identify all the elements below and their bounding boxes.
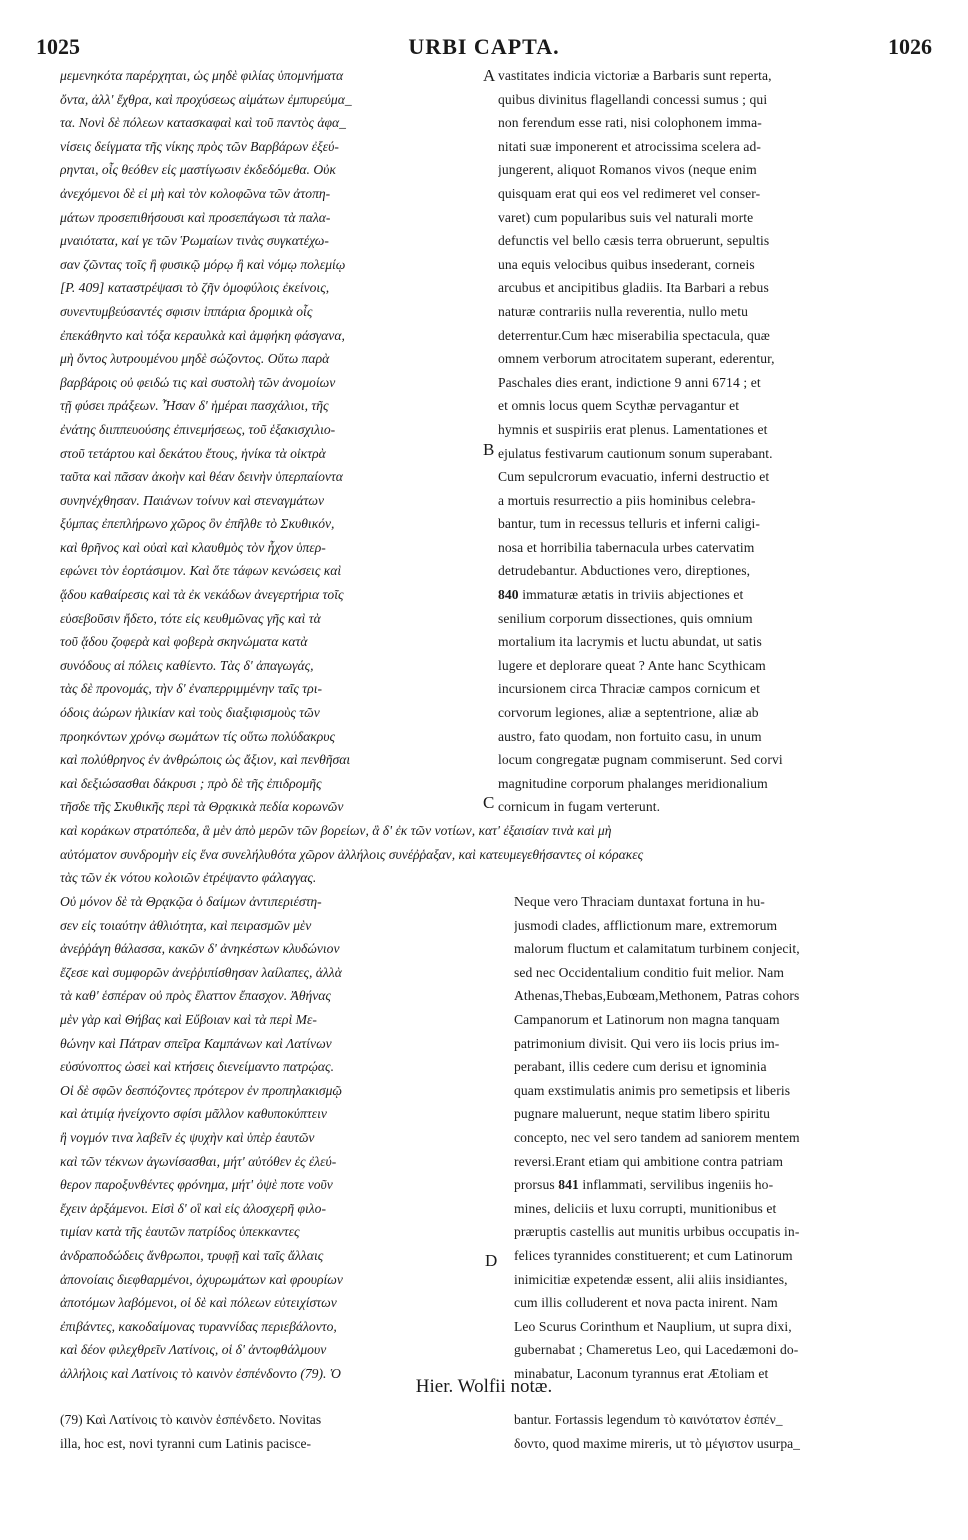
- greek-text-line: τα. Νονὶ δὲ πόλεων κατασκαφαὶ καὶ τοῦ παντὸς ἀφα_: [60, 115, 346, 131]
- latin-text-line: varet) cum popularibus suis vel naturali morte: [498, 209, 754, 225]
- greek-text-line: στοῦ τετάρτου καὶ δεκάτου ἔτους, ἡνίκα τὰ οἰκτρὰ: [60, 445, 326, 461]
- greek-text-line: μὴ ὄντος λυτρουμένου μηδὲ σώζοντος. Οὕτω παρὰ: [60, 351, 330, 367]
- greek-text-line: εὐσεβοῦσιν ἤδετο, τότε εἰς κευθμῶνας γῆς καὶ τὰ: [60, 610, 321, 626]
- greek-text-line: Οὐ μόνον δὲ τὰ Θρᾳκῷα ὁ δαίμων ἀντιπεριέστη-: [60, 894, 322, 909]
- footnote-left: [60, 1408, 480, 1455]
- footnote-line: (79) Καὶ Λατίνοις τὸ καινὸν ἐσπένδετο. Novitas: [60, 1412, 322, 1427]
- running-title: URBI CAPTA.: [408, 34, 560, 59]
- latin-text-line: perabant, illis cedere cum derisu et ignominia: [514, 1059, 767, 1075]
- greek-text-line: συνόδους αἱ πόλεις καθίεντο. Τὰς δ' ἀπαγωγάς,: [60, 657, 314, 673]
- latin-text-line: a mortuis resurrectio a piis hominibus celebra-: [498, 492, 756, 508]
- latin-text-line: detrudebantur. Abductiones vero, direptiones,: [498, 563, 751, 579]
- latin-text-line: non ferendum esse rati, nisi colophonem imma-: [498, 115, 762, 131]
- latin-text-line: Athenas,Thebas,Eubœam,Methonem, Patras cohors: [514, 988, 800, 1004]
- greek-text-line: εὐσύνοπτος ὡσεὶ καὶ κτήσεις διενείμαντο πατρῴας.: [60, 1059, 334, 1075]
- latin-text-line: pugnare maluerunt, neque statim libero spiritu: [514, 1106, 771, 1122]
- greek-text-line: καὶ ἀτιμίᾳ ἡνείχοντο σφίσι μᾶλλον καθυποκύπτειν: [60, 1106, 327, 1122]
- greek-text-line: ἢ νογμόν τινα λαβεῖν ἐς ψυχὴν καὶ ὑπὲρ ἑαυτῶν: [60, 1129, 315, 1145]
- greek-text-line: καὶ πολύθρηνος ἐν ἀνθρώποις ὡς ἄξιον, καὶ πενθῆσαι: [60, 752, 351, 768]
- greek-text-line: τιμίαν κατὰ τῆς ἑαυτῶν πατρίδος ὑπεκκαντες: [60, 1224, 300, 1240]
- greek-text-line: καὶ κοράκων στρατόπεδα, ἃ μὲν ἀπὸ μερῶν τῶν βορείων, ἃ δ' ἐκ τῶν νοτίων, κατ' ἐξαισίαν τινὰ καὶ μὴ: [60, 823, 612, 838]
- greek-fullwidth-passage: [60, 819, 940, 890]
- latin-text-line: hymnis et suspiriis erat plenus. Lamentationes et: [498, 421, 768, 437]
- greek-text-line: ρηνται, οἷς θεόθεν εἰς μαστίγωσιν ἐκδεδόμεθα. Οὐκ: [60, 162, 336, 178]
- greek-text-line: καὶ τῶν τέκνων ἀγωνίσασθαι, μήτ' αὐτόθεν ἐς ἐλεύ-: [60, 1153, 337, 1169]
- latin-text-line: senilium corporum dissectiones, quis omnium: [498, 610, 753, 626]
- latin-text-line: deterrentur.Cum hæc miserabilia spectacula, quæ: [498, 327, 770, 343]
- greek-text-line: μάτων προσεπιθήσουσι καὶ προσεπάγωσι τὰ παλα-: [60, 209, 331, 225]
- greek-text-line: ἐπιβάντες, κακοδαίμονας τυραννίδας περιεβάλοντο,: [60, 1318, 337, 1334]
- latin-text-line: quam exstimulatis animis pro semetipsis et liberis: [514, 1082, 791, 1098]
- greek-text-line: καὶ δεξιώσασθαι δάκρυσι ; πρὸ δὲ τῆς ἐπιδρομῆς: [60, 775, 322, 791]
- latin-text-line: arcubus et ancipitibus gladiis. Ita Barbari a rebus: [498, 280, 769, 296]
- latin-text-line: gubernabat ; Chameretus Leo, qui Lacedæmoni do-: [514, 1342, 799, 1358]
- greek-text-line: αὐτόματον συνδρομὴν εἰς ἕνα συνελήλυθότα χῶρον ἀλλήλοις συνέῤῥαξαν, καὶ κατευμεγεθήσαντες οἱ κόρακες: [60, 846, 644, 862]
- latin-text-line: bantur, tum in recessus telluris et inferni caligi-: [498, 516, 761, 532]
- latin-column-top: [498, 64, 928, 819]
- section-marker-a: A: [483, 66, 496, 85]
- latin-text-line: mines, deliciis et luxu corrupti, munitionibus et: [514, 1200, 777, 1216]
- greek-text-line: ταῦτα καὶ πᾶσαν ἀκοὴν καὶ θέαν δεινὴν ὑπερπαίοντα: [60, 469, 343, 485]
- section-marker-c: C: [483, 793, 495, 812]
- greek-text-line: τοῦ ᾅδου ζοφερὰ καὶ φοβερὰ σκηνώματα κατὰ: [60, 634, 308, 650]
- latin-text-line: quisquam erat qui eos vel redimeret vel conser-: [498, 185, 761, 201]
- greek-text-line: βαρβάροις οὐ φειδώ τις καὶ συστολὴ τῶν ἀνομοίων: [60, 374, 336, 390]
- greek-text-line: ἔχειν ἀρξάμενοι. Εἰσὶ δ' οἳ καὶ εἰς ἀλοσχερῆ φιλο-: [60, 1200, 327, 1216]
- greek-column-top: [60, 64, 480, 819]
- greek-text-line: όδοις ἀώρων ἡλικίαν καὶ τοὺς διαξιφισμοὺς τῶν: [60, 705, 320, 721]
- latin-text-line: nitati suæ imponerent et atrocissima scelera ad-: [498, 138, 761, 154]
- greek-text-line: τὰς τῶν ἐκ νότου κολοιῶν ἐτρέψαντο φάλαγγας.: [60, 870, 317, 886]
- latin-text-line: naturæ contrariis nulla reverentia, nullo metu: [498, 303, 748, 319]
- latin-text-line: inimicitiæ expetendæ essent, alii aliis insidiantes,: [514, 1271, 788, 1287]
- latin-text-line: reversi.Erant etiam qui ambitione contra patriam: [514, 1153, 784, 1169]
- latin-text-line: austro, fato quodam, non fortuito casu, in unum: [498, 728, 762, 744]
- greek-text-line: ἐνάτης διιππευούσης ἐπινεμήσεως, τοῦ ἑξακισχιλιο-: [60, 421, 336, 437]
- latin-text-line: concepto, nec vel sero tandem ad saniorem mentem: [514, 1129, 800, 1145]
- latin-text-line: una equis velocibus quibus insederant, corneis: [498, 256, 755, 272]
- greek-text-line: ἀλλήλοις καὶ Λατίνοις τὸ καινὸν ἐσπένδοντο (79). Ὁ: [60, 1365, 341, 1381]
- footnote-line: bantur. Fortassis legendum τὸ καινότατον ἐσπέν_: [514, 1412, 783, 1427]
- latin-text-line: jungerent, aliquot Romanos vivos (neque enim: [498, 162, 757, 178]
- latin-text-line: omnem verborum atrocitatem superant, ederentur,: [498, 351, 775, 367]
- greek-text-line: μὲν γὰρ καὶ Θήβας καὶ Εὔβοιαν καὶ τὰ περὶ Με-: [60, 1011, 317, 1027]
- footnote-right: [514, 1408, 936, 1455]
- left-page-number: 1025: [36, 34, 80, 59]
- latin-text-line: quibus divinitus flagellandi concessi sumus ; qui: [498, 91, 768, 107]
- latin-text-line: jusmodi clades, afflictionum mare, extremorum: [514, 917, 778, 933]
- latin-text-line: Cum sepulcrorum evacuatio, inferni destructio et: [498, 469, 770, 485]
- footnote-line: illa, hoc est, novi tyranni cum Latinis pacisce-: [60, 1435, 312, 1451]
- greek-text-line: μναιότατα, καί γε τῶν Ῥωμαίων τινὰς συγκατέχω-: [60, 233, 329, 249]
- greek-text-line: μεμενηκότα παρέρχηται, ὡς μηδὲ φιλίας ὑπομνήματα: [60, 68, 344, 83]
- greek-column-bottom: [60, 890, 480, 1385]
- greek-text-line: τῆσδε τῆς Σκυθικῆς περὶ τὰ Θρᾳκικὰ πεδία κορωνῶν: [60, 799, 344, 815]
- latin-text-line: nosa et horribilia tabernacula urbes catervatim: [498, 539, 755, 555]
- greek-text-line: ἀνεχόμενοι δὲ εἰ μὴ καὶ τὸν κολοφῶνα τῶν ἀτοπη-: [60, 185, 331, 201]
- latin-text-line: minabatur, Laconum tyrannus erat Ætoliam et: [514, 1365, 769, 1381]
- greek-text-line: ἀπονοίαις διεφθαρμένοι, ὀχυρωμάτων καὶ φρουρίων: [60, 1271, 343, 1287]
- latin-text-line: mortalium ita lacrymis et luctu abundat, ut satis: [498, 634, 762, 650]
- greek-text-line: συνηνέχθησαν. Παιάνων τοίνυν καὶ στεναγμάτων: [60, 492, 324, 508]
- greek-text-line: [Ρ. 409] καταστρέψασι τὸ ζῆν ὁμοφύλοις ἐκείνοις,: [60, 280, 330, 296]
- greek-text-line: σεν εἰς τοιαύτην ἀθλιότητα, καὶ πειρασμῶν μὲν: [60, 917, 312, 933]
- notes-heading: Hier. Wolfii notæ.: [415, 1376, 553, 1397]
- latin-text-line: 840 immaturæ ætatis in triviis abjectiones et: [498, 587, 744, 603]
- latin-text-line: præruptis castellis aut munitis urbibus occupatis in-: [514, 1224, 800, 1240]
- latin-text-line: Campanorum et Latinorum non magna tanquam: [514, 1011, 780, 1027]
- greek-text-line: εφώνει τὸν ἑορτάσιμον. Καὶ ὅτε τάφων κενώσεις καὶ: [60, 563, 342, 579]
- page-header: [28, 34, 940, 64]
- latin-text-line: lugere et deplorare queat ? Ante hanc Scythicam: [498, 657, 766, 673]
- greek-text-line: ξύμπας ἐπεπλήρωνο χῶρος ὃν ἐπῆλθε τὸ Σκυθικόν,: [60, 516, 335, 532]
- latin-text-line: patrimonium divisit. Qui vero iis locis prius im-: [514, 1035, 780, 1051]
- greek-text-line: ἀνδραποδώδεις ἄνθρωποι, τρυφῇ καὶ ταῖς ἄλλαις: [60, 1247, 324, 1263]
- greek-text-line: θώνην καὶ Πάτραν σπεῖρα Καμπάνων καὶ Λατίνων: [60, 1035, 332, 1051]
- greek-text-line: θερον παροξυνθέντες φρόνημα, μήτ' ὀψὲ ποτε νοῦν: [60, 1177, 333, 1193]
- greek-text-line: ἔζεσε καὶ συμφορῶν ἀνεῤῥιπίσθησαν λαίλαπες, ἀλλὰ: [60, 964, 342, 980]
- greek-text-line: σαν ζῶντας τοῖς ἢ φυσικῷ μόρῳ ἢ καὶ νόμῳ πολεμίῳ: [60, 256, 346, 272]
- latin-text-line: malorum fluctum et calamitatum turbinem conjecit,: [514, 941, 800, 957]
- greek-text-line: ὄντα, ἀλλ' ἔχθρα, καὶ προχύσεως αἱμάτων ἐμπυρεύμα_: [60, 91, 352, 107]
- latin-text-line: prorsus 841 inflammati, servilibus ingeniis ho-: [514, 1177, 774, 1193]
- latin-text-line: Paschales dies erant, indictione 9 anni 6714 ; et: [498, 374, 761, 390]
- latin-text-line: cornicum in fugam verterunt.: [498, 799, 661, 815]
- greek-text-line: ἀνεῤῥάγη θάλασσα, κακῶν δ' ἀνηκέστων κλυδώνιον: [60, 941, 340, 957]
- footnote-line: δοντο, quod maxime mireris, ut τὸ μέγιστον usurpa_: [514, 1435, 800, 1451]
- greek-text-line: συνεντυμβεύσαντές σφισιν ἱππάρια δρομικὰ οἷς: [60, 303, 313, 319]
- latin-text-line: ejulatus festivarum cautionum sonum superabant.: [498, 445, 773, 461]
- latin-text-line: Neque vero Thraciam duntaxat fortuna in hu-: [514, 894, 765, 909]
- latin-text-line: Leo Scurus Corinthum et Nauplium, ut supra dixi,: [514, 1318, 792, 1334]
- greek-text-line: ἐπεκάθηντο καὶ τόξα κεραυλκὰ καὶ ἀμφήκη φάσγανα,: [60, 327, 345, 343]
- latin-text-line: corvorum legiones, aliæ a septentrione, aliæ ab: [498, 705, 759, 721]
- latin-column-bottom: [514, 890, 936, 1385]
- right-page-number: 1026: [888, 34, 932, 59]
- latin-text-line: cum illis colluderent et nova pacta inirent. Nam: [514, 1295, 778, 1311]
- latin-text-line: incursionem circa Thraciæ campos cornicum et: [498, 681, 760, 697]
- latin-text-line: vastitates indicia victoriæ a Barbaris sunt reperta,: [498, 68, 772, 83]
- greek-text-line: τὰς δὲ προνομάς, τὴν δ' ἐναπερριμμένην ταῖς τρι-: [60, 681, 323, 697]
- latin-text-line: locum congregatæ pugnam commiserunt. Sed corvi: [498, 752, 783, 768]
- greek-text-line: ᾅδου καθαίρεσις καὶ τὰ ἐκ νεκάδων ἀνεγερτήρια τοῖς: [60, 587, 344, 603]
- section-marker-b: B: [483, 440, 495, 459]
- greek-text-line: καὶ θρῆνος καὶ οὐαὶ καὶ κλαυθμὸς τὸν ἦχον ὑπερ-: [60, 539, 326, 555]
- greek-text-line: καὶ δέον φιλεχθρεῖν Λατίνοις, οἱ δ' ἀντοφθάλμουν: [60, 1342, 327, 1358]
- section-marker-d: D: [485, 1251, 498, 1270]
- greek-text-line: νίσεις δείγματα τῆς νίκης πρὸς τῶν Βαρβάρων ἐξεύ-: [60, 138, 339, 154]
- greek-text-line: Οἱ δὲ σφῶν δεσπόζοντες πρότερον ἐν προπηλακισμῷ: [60, 1082, 343, 1098]
- latin-text-line: et omnis locus quem Scythæ pervagantur et: [498, 398, 740, 414]
- latin-text-line: defunctis vel bello cæsis terra obruerunt, sepultis: [498, 233, 770, 249]
- greek-text-line: τῇ φύσει πράξεων. Ἦσαν δ' ἡμέραι πασχάλιοι, τῆς: [60, 398, 329, 414]
- greek-text-line: προηκόντων χρόνῳ σωμάτων τίς οὕτω πολύδακρυς: [60, 728, 336, 744]
- latin-text-line: magnitudine corporum phalanges meridionalium: [498, 775, 768, 791]
- greek-text-line: ἀποτόμων λαβόμενοι, οἱ δὲ καὶ πόλεων εὐτειχίστων: [60, 1295, 337, 1311]
- latin-text-line: felices tyrannides constituerent; et cum Latinorum: [514, 1247, 793, 1263]
- greek-text-line: τὰ καθ' ἑσπέραν οὐ πρὸς ἔλαττον ἔπασχον. Ἀθήνας: [60, 988, 331, 1004]
- latin-text-line: sed nec Occidentalium conditio fuit melior. Nam: [514, 964, 785, 980]
